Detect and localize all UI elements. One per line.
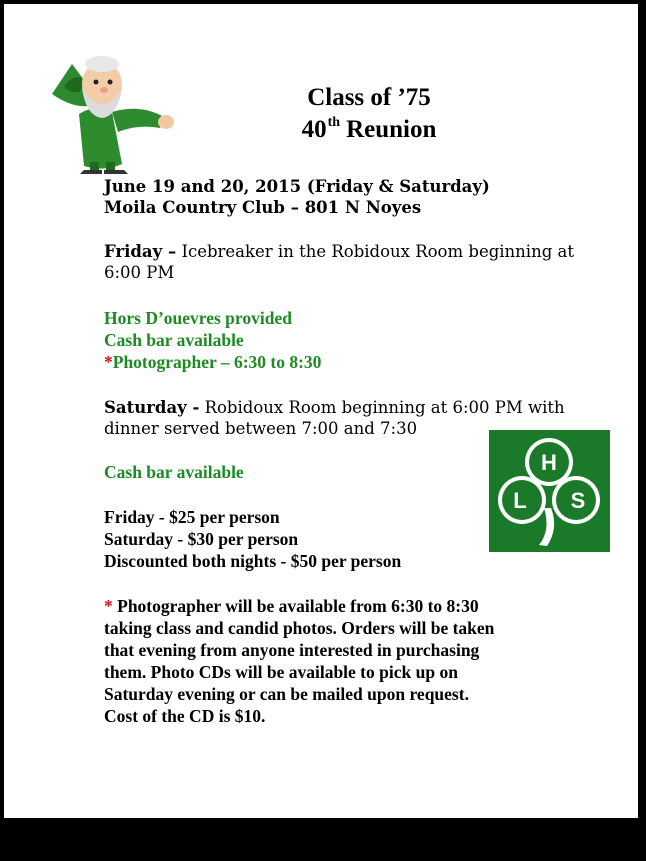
photographer-details-4: them. Photo CDs will be available to pick up on bbox=[104, 662, 458, 682]
leprechaun-icon bbox=[44, 44, 179, 174]
logo-letter-l: L bbox=[513, 488, 527, 513]
photographer-details-2: taking class and candid photos. Orders will be taken bbox=[104, 618, 495, 638]
event-dates: June 19 and 20, 2015 (Friday & Saturday) bbox=[104, 177, 490, 196]
photographer-details-1: * Photographer will be available from 6:30 to 8:30 bbox=[104, 596, 479, 616]
hors-doeuvres: Hors D’ouevres provided bbox=[104, 308, 292, 328]
saturday-info: Saturday - Robidoux Room beginning at 6:00 PM with bbox=[104, 398, 565, 417]
friday-info: Friday – Icebreaker in the Robidoux Room beginning at bbox=[104, 242, 574, 261]
title-class: Class of ’75 bbox=[307, 84, 431, 111]
shamrock-logo bbox=[489, 430, 610, 552]
price-both: Discounted both nights - $50 per person bbox=[104, 551, 402, 571]
cash-bar-saturday: Cash bar available bbox=[104, 462, 244, 482]
photographer-details-6: Cost of the CD is $10. bbox=[104, 706, 266, 726]
title-reunion: 40th Reunion bbox=[301, 115, 437, 143]
price-friday: Friday - $25 per person bbox=[104, 507, 280, 527]
photographer-details-3: that evening from anyone interested in purchasing bbox=[104, 640, 480, 660]
photographer-details-5: Saturday evening or can be mailed upon request. bbox=[104, 684, 469, 704]
logo-letter-s: S bbox=[570, 488, 586, 513]
event-location: Moila Country Club – 801 N Noyes bbox=[104, 198, 422, 217]
cash-bar-friday: Cash bar available bbox=[104, 330, 244, 350]
photographer-note: *Photographer – 6:30 to 8:30 bbox=[104, 352, 322, 372]
friday-info-cont: 6:00 PM bbox=[104, 263, 175, 282]
saturday-info-cont: dinner served between 7:00 and 7:30 bbox=[104, 419, 418, 438]
logo-letter-h: H bbox=[541, 450, 557, 475]
price-saturday: Saturday - $30 per person bbox=[104, 529, 299, 549]
flyer-page bbox=[4, 4, 638, 818]
